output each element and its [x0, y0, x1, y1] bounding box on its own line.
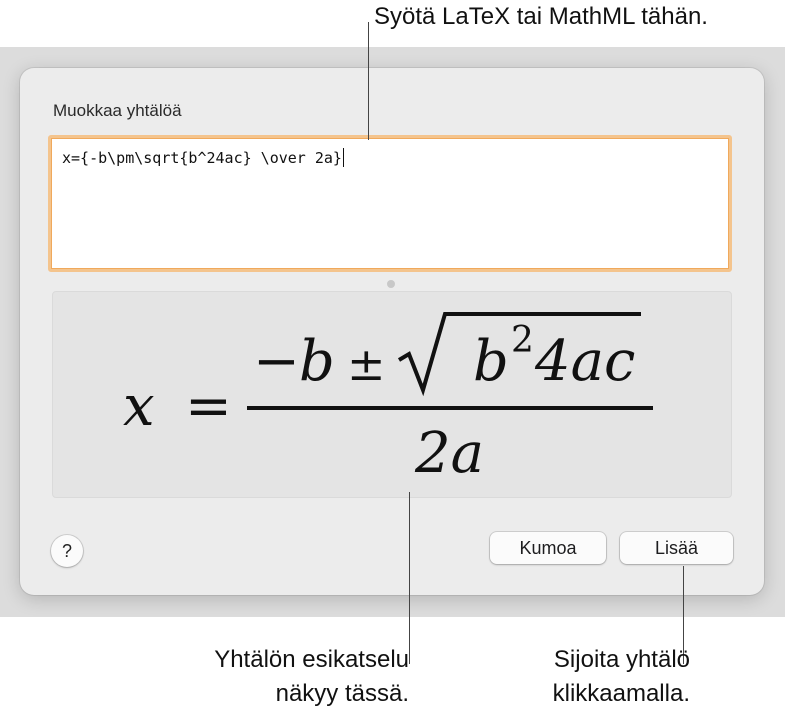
text-caret-icon	[343, 148, 344, 167]
formula-radicand-rest: 4ac	[535, 329, 636, 394]
dialog-title: Muokkaa yhtälöä	[53, 101, 182, 120]
equation-preview	[52, 291, 732, 498]
formula-b: b	[299, 329, 335, 394]
preview-callout	[214, 643, 409, 711]
equation-input-field[interactable]	[48, 135, 732, 272]
formula-denominator: 2a	[415, 421, 485, 486]
rendered-equation	[53, 292, 733, 499]
equation-input-text	[62, 148, 344, 167]
resize-handle[interactable]	[387, 280, 395, 288]
insert-callout-line2: klikkaamalla.	[552, 680, 690, 707]
input-leader-line	[368, 22, 369, 140]
insert-callout	[553, 643, 690, 711]
formula-radicand-base: b	[473, 329, 509, 394]
input-callout: Syötä LaTeX tai MathML tähän.	[374, 3, 708, 30]
formula-plus-minus: ±	[347, 337, 386, 391]
formula-exponent: 2	[511, 320, 534, 361]
preview-callout-line1: Yhtälön esikatselu	[214, 646, 409, 673]
formula-lhs: x	[123, 374, 155, 439]
equation-source: x={-b\pm\sqrt{b^24ac} \over 2a}	[62, 149, 342, 167]
question-mark-icon: ?	[61, 541, 72, 561]
cancel-button[interactable]: Kumoa	[490, 532, 606, 564]
insert-button[interactable]: Lisää	[620, 532, 733, 564]
insert-callout-line1: Sijoita yhtälö	[553, 646, 690, 673]
preview-leader-line	[409, 492, 410, 664]
help-button[interactable]	[51, 535, 83, 567]
formula-equals: =	[185, 374, 232, 439]
formula-minus: −	[253, 329, 300, 394]
preview-callout-line2: näkyy tässä.	[275, 680, 409, 707]
